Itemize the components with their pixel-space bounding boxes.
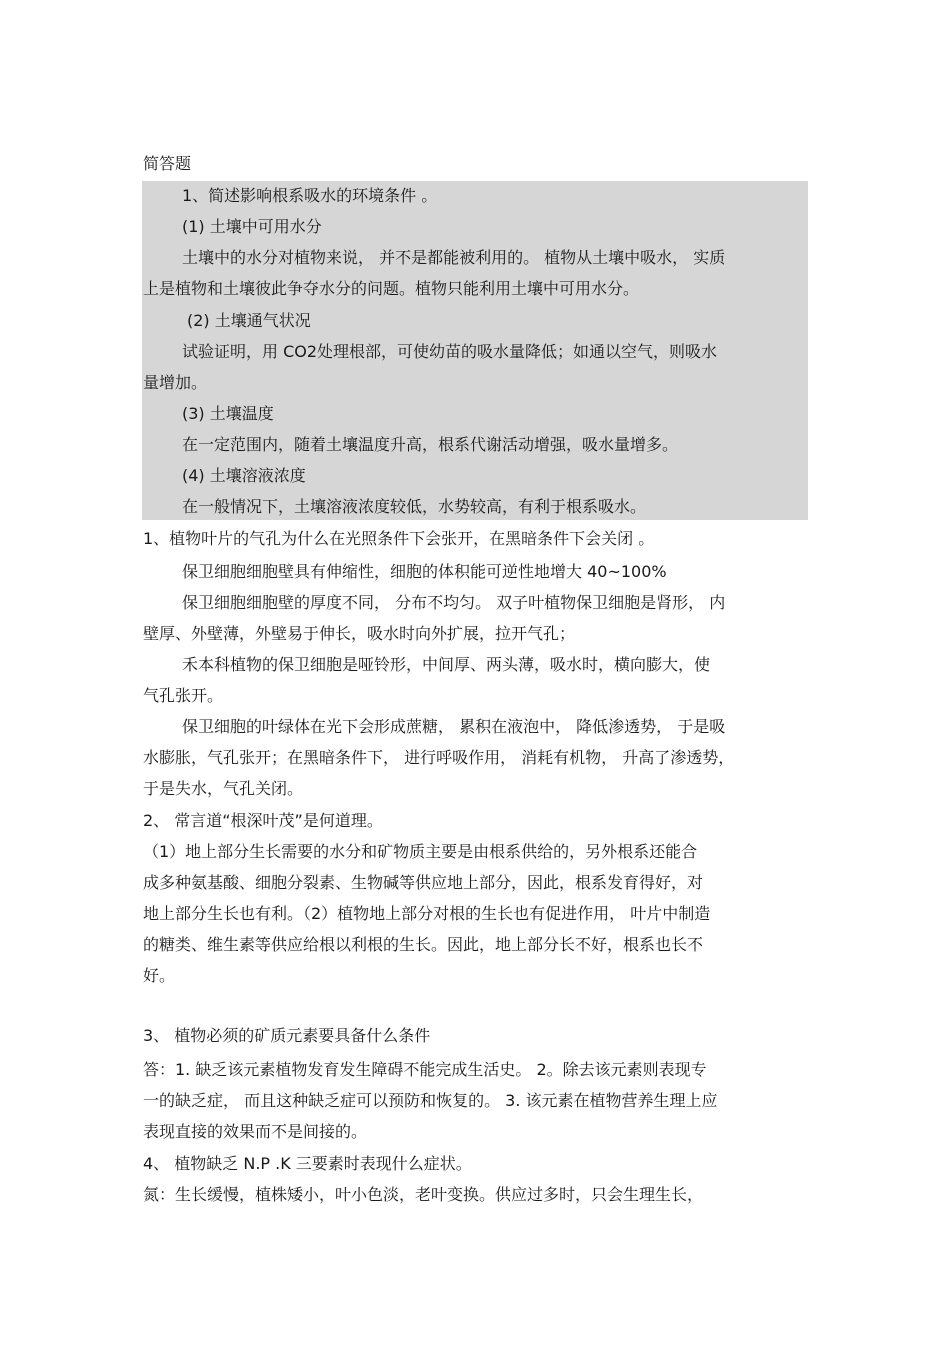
question-4-title: 3、 植物必须的矿质元素要具备什么条件 — [143, 1026, 431, 1045]
q2-text: 水膨胀，气孔张开；在黑暗条件下， 进行呼吸作用， 消耗有机物， 升高了渗透势， — [143, 748, 735, 767]
question-5-title: 4、 植物缺乏 N.P .K 三要素时表现什么症状。 — [143, 1154, 472, 1173]
q2-text: 于是失水，气孔关闭。 — [143, 779, 304, 798]
q1-point-1-heading: (1) 土壤中可用水分 — [182, 217, 322, 236]
q2-text: 壁厚、外壁薄，外壁易于伸长，吸水时向外扩展，拉开气孔； — [143, 624, 576, 643]
q4-text: 一的缺乏症， 而且这种缺乏症可以预防和恢复的。 3. 该元素在植物营养生理上应 — [143, 1091, 718, 1110]
q1-point-4-heading: (4) 土壤溶液浓度 — [182, 466, 306, 485]
q2-text: 气孔张开。 — [143, 686, 224, 705]
section-heading: 简答题 — [143, 154, 192, 173]
q1-point-2-text: 量增加。 — [143, 373, 208, 392]
q1-point-1-text: 土壤中的水分对植物来说， 并不是都能被利用的。 植物从土壤中吸水， 实质 — [182, 248, 726, 267]
q2-text: 保卫细胞的叶绿体在光下会形成蔗糖， 累积在液泡中， 降低渗透势， 于是吸 — [182, 717, 726, 736]
q4-text: 答：1. 缺乏该元素植物发育发生障碍不能完成生活史。 2。除去该元素则表现专 — [143, 1060, 707, 1079]
q2-text: 保卫细胞细胞壁的厚度不同， 分布不均匀。 双子叶植物保卫细胞是肾形， 内 — [182, 593, 726, 612]
q3-text: 地上部分生长也有利。（2）植物地上部分对根的生长也有促进作用， 叶片中制造 — [143, 904, 711, 923]
q4-text: 表现直接的效果而不是间接的。 — [143, 1122, 368, 1141]
question-1-title: 1、简述影响根系吸水的环境条件 。 — [182, 186, 438, 205]
q3-text: 成多种氨基酸、细胞分裂素、生物碱等供应地上部分，因此，根系发育得好，对 — [143, 873, 704, 892]
q2-text: 保卫细胞细胞壁具有伸缩性，细胞的体积能可逆性地增大 40~100% — [182, 562, 667, 581]
q3-text: （1）地上部分生长需要的水分和矿物质主要是由根系供给的，另外根系还能合 — [143, 842, 698, 861]
q1-point-1-text: 上是植物和土壤彼此争夺水分的问题。植物只能利用土壤中可用水分。 — [143, 279, 640, 298]
q1-point-2-text: 试验证明，用 CO2处理根部，可使幼苗的吸水量降低；如通以空气，则吸水 — [182, 342, 718, 361]
q5-text: 氮：生长缓慢，植株矮小，叶小色淡，老叶变换。供应过多时，只会生理生长， — [143, 1185, 704, 1204]
question-2-title: 1、植物叶片的气孔为什么在光照条件下会张开，在黑暗条件下会关闭 。 — [143, 529, 655, 548]
q2-text: 禾本科植物的保卫细胞是哑铃形，中间厚、两头薄，吸水时，横向膨大，使 — [182, 655, 711, 674]
q3-text: 的糖类、维生素等供应给根以利根的生长。因此，地上部分长不好，根系也长不 — [143, 935, 704, 954]
q1-point-3-text: 在一定范围内，随着土壤温度升高，根系代谢活动增强，吸水量增多。 — [182, 435, 679, 454]
question-3-title: 2、 常言道“根深叶茂”是何道理。 — [143, 811, 383, 830]
q3-text: 好。 — [143, 966, 176, 985]
q1-point-4-text: 在一般情况下，土壤溶液浓度较低，水势较高，有利于根系吸水。 — [182, 497, 647, 516]
q1-point-2-heading: (2) 土壤通气状况 — [187, 311, 311, 330]
q1-point-3-heading: (3) 土壤温度 — [182, 404, 274, 423]
